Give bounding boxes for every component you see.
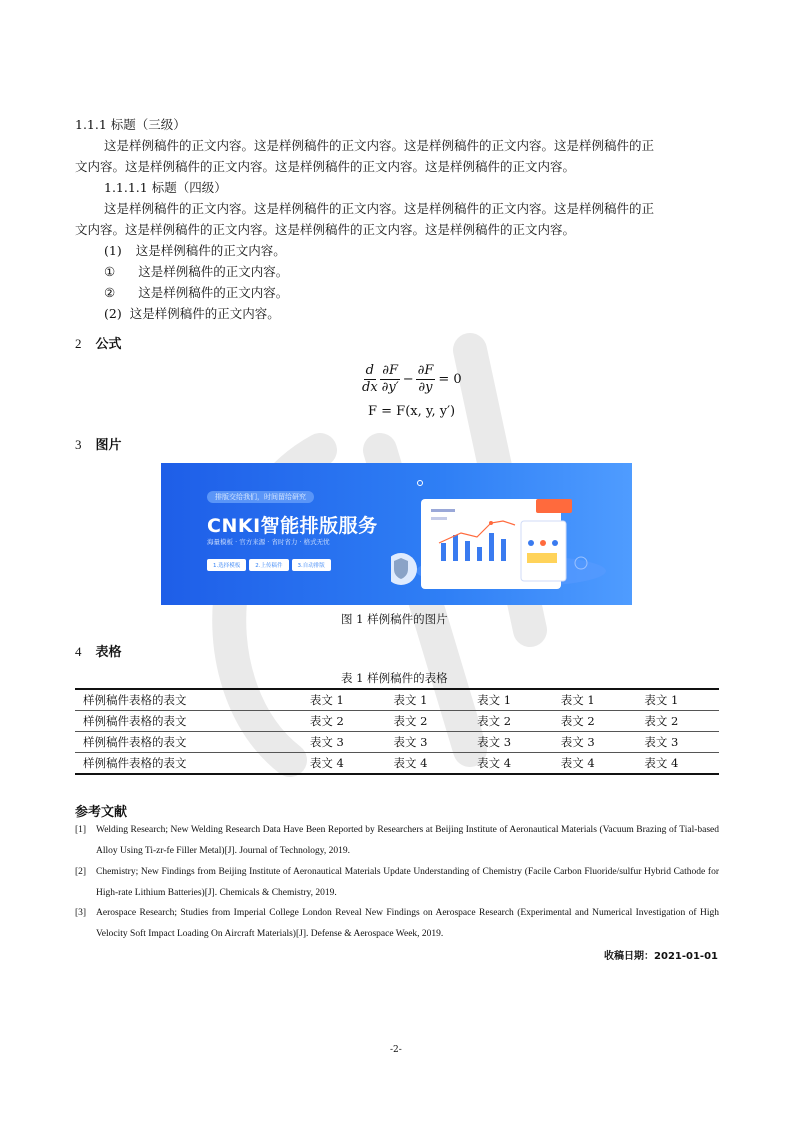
paragraph-2-line2: 文内容。这是样例稿件的正文内容。这是样例稿件的正文内容。这是样例稿件的正文内容。	[75, 222, 576, 237]
equals-zero: = 0	[438, 372, 462, 387]
table-cell: 表文 3	[384, 732, 468, 753]
table-row	[75, 689, 719, 711]
figure-caption: 图 1 样例稿件的图片	[341, 612, 448, 626]
page-number: -2-	[390, 1045, 402, 1055]
list-item	[104, 282, 288, 303]
table-cell: 表文 1	[468, 689, 552, 711]
denominator: ∂y′	[381, 380, 399, 395]
received-date: 收稿日期：2021-01-01	[604, 951, 718, 962]
section-title: 图片	[95, 438, 122, 453]
list-text: 这是样例稿件的正文内容。	[129, 306, 280, 321]
list-marker: (1)	[104, 243, 122, 258]
reference-item	[75, 903, 719, 945]
table-cell: 表文 2	[294, 711, 385, 732]
list-text: 这是样例稿件的正文内容。	[138, 285, 289, 300]
section-title: 表格	[95, 645, 122, 660]
reference-text: Welding Research; New Welding Research Data Have Been Reported by Researchers at Beijing Institute of Aeronautical Materials (Vacuum Brazing of Tial-based Alloy Using Ti-zr-fe Filler Metal)[J]. Journal of Technology, 2019.	[96, 825, 719, 856]
references-heading: 参考文献	[75, 805, 128, 820]
heading-level4: 1.1.1.1 标题（四级）	[104, 180, 227, 195]
table-cell: 表文 2	[635, 711, 719, 732]
figure-banner-image	[161, 463, 632, 605]
heading-level3: 1.1.1 标题（三级）	[75, 117, 186, 132]
table-row	[75, 753, 719, 775]
section-number: 3	[75, 437, 82, 452]
fraction-dF-dyprime	[380, 363, 401, 396]
denominator: ∂y	[418, 380, 433, 395]
banner-tag: 排版交给我们，时间留给研究	[207, 491, 314, 503]
table-caption: 表 1 样例稿件的表格	[341, 671, 448, 685]
formula-1	[360, 363, 462, 396]
table-row	[75, 732, 719, 753]
list-marker: ②	[104, 285, 116, 300]
banner-illustration	[391, 463, 632, 605]
section-title: 公式	[95, 337, 122, 352]
table-cell: 样例稿件表格的表文	[75, 689, 294, 711]
banner-subtitle: 海量模板 · 官方来源 · 省时省力 · 格式无忧	[207, 538, 330, 546]
fraction-dF-dy	[416, 363, 436, 396]
reference-item	[75, 820, 719, 862]
table-cell: 样例稿件表格的表文	[75, 732, 294, 753]
banner-step: 3.自动排版	[292, 559, 331, 571]
reference-number: [3]	[75, 908, 87, 918]
section-number: 2	[75, 336, 82, 351]
table-cell: 表文 1	[294, 689, 385, 711]
table-cell: 表文 1	[552, 689, 636, 711]
numerator: ∂F	[417, 363, 434, 378]
minus-sign: −	[402, 372, 414, 387]
table-cell: 表文 2	[552, 711, 636, 732]
table-cell: 样例稿件表格的表文	[75, 711, 294, 732]
paragraph-1-line2: 文内容。这是样例稿件的正文内容。这是样例稿件的正文内容。这是样例稿件的正文内容。	[75, 159, 576, 174]
numerator: d	[365, 363, 374, 378]
list-marker: ①	[104, 264, 116, 279]
section-number: 4	[75, 644, 82, 659]
table-cell: 表文 4	[294, 753, 385, 775]
table-cell: 表文 4	[635, 753, 719, 775]
banner-step: 2.上传稿件	[249, 559, 288, 571]
section-2-heading	[75, 333, 122, 352]
table-cell: 表文 3	[635, 732, 719, 753]
reference-text: Aerospace Research; Studies from Imperial College London Reveal New Findings on Aerospace Research (Experimental and Numerical Investigation of High Velocity Soft Impact Loading On Aircraft Materials)[J]. Defense & Aerospace Week, 2019.	[96, 908, 719, 939]
list-marker: (2)	[104, 306, 122, 321]
reference-item	[75, 862, 719, 904]
list-item	[104, 261, 288, 282]
table-cell: 表文 4	[384, 753, 468, 775]
paragraph-1-line1: 这是样例稿件的正文内容。这是样例稿件的正文内容。这是样例稿件的正文内容。这是样例稿件的正	[104, 138, 655, 153]
section-3-heading	[75, 434, 122, 453]
table-cell: 表文 4	[468, 753, 552, 775]
fraction-d-dx	[360, 363, 380, 396]
banner-title: CNKI智能排版服务	[207, 515, 378, 537]
banner-step: 1.选择模板	[207, 559, 246, 571]
table-cell: 表文 4	[552, 753, 636, 775]
table-row	[75, 711, 719, 732]
list-item	[104, 303, 280, 324]
table-cell: 表文 1	[635, 689, 719, 711]
table-cell: 表文 3	[552, 732, 636, 753]
denominator: dx	[362, 380, 378, 395]
list-text: 这是样例稿件的正文内容。	[138, 264, 289, 279]
table-cell: 表文 3	[468, 732, 552, 753]
banner-steps	[207, 559, 331, 571]
reference-number: [1]	[75, 825, 87, 835]
reference-text: Chemistry; New Findings from Beijing Institute of Aeronautical Materials Update Understanding of Chemistry (Facile Carbon Fluoride/sulfur Hybrid Cathode for High-rate Lithium Batteries)[J]. Chemicals & Chemistry, 2019.	[96, 867, 719, 898]
reference-number: [2]	[75, 867, 87, 877]
table-cell: 表文 1	[384, 689, 468, 711]
table-cell: 表文 3	[294, 732, 385, 753]
data-table	[75, 688, 719, 775]
list-text: 这是样例稿件的正文内容。	[135, 243, 286, 258]
table-cell: 样例稿件表格的表文	[75, 753, 294, 775]
numerator: ∂F	[382, 363, 399, 378]
table-cell: 表文 2	[384, 711, 468, 732]
paragraph-2-line1: 这是样例稿件的正文内容。这是样例稿件的正文内容。这是样例稿件的正文内容。这是样例稿件的正	[104, 201, 655, 216]
table-cell: 表文 2	[468, 711, 552, 732]
list-item	[104, 240, 286, 261]
formula-2: F = F(x, y, y′)	[368, 404, 456, 419]
section-4-heading	[75, 641, 122, 660]
